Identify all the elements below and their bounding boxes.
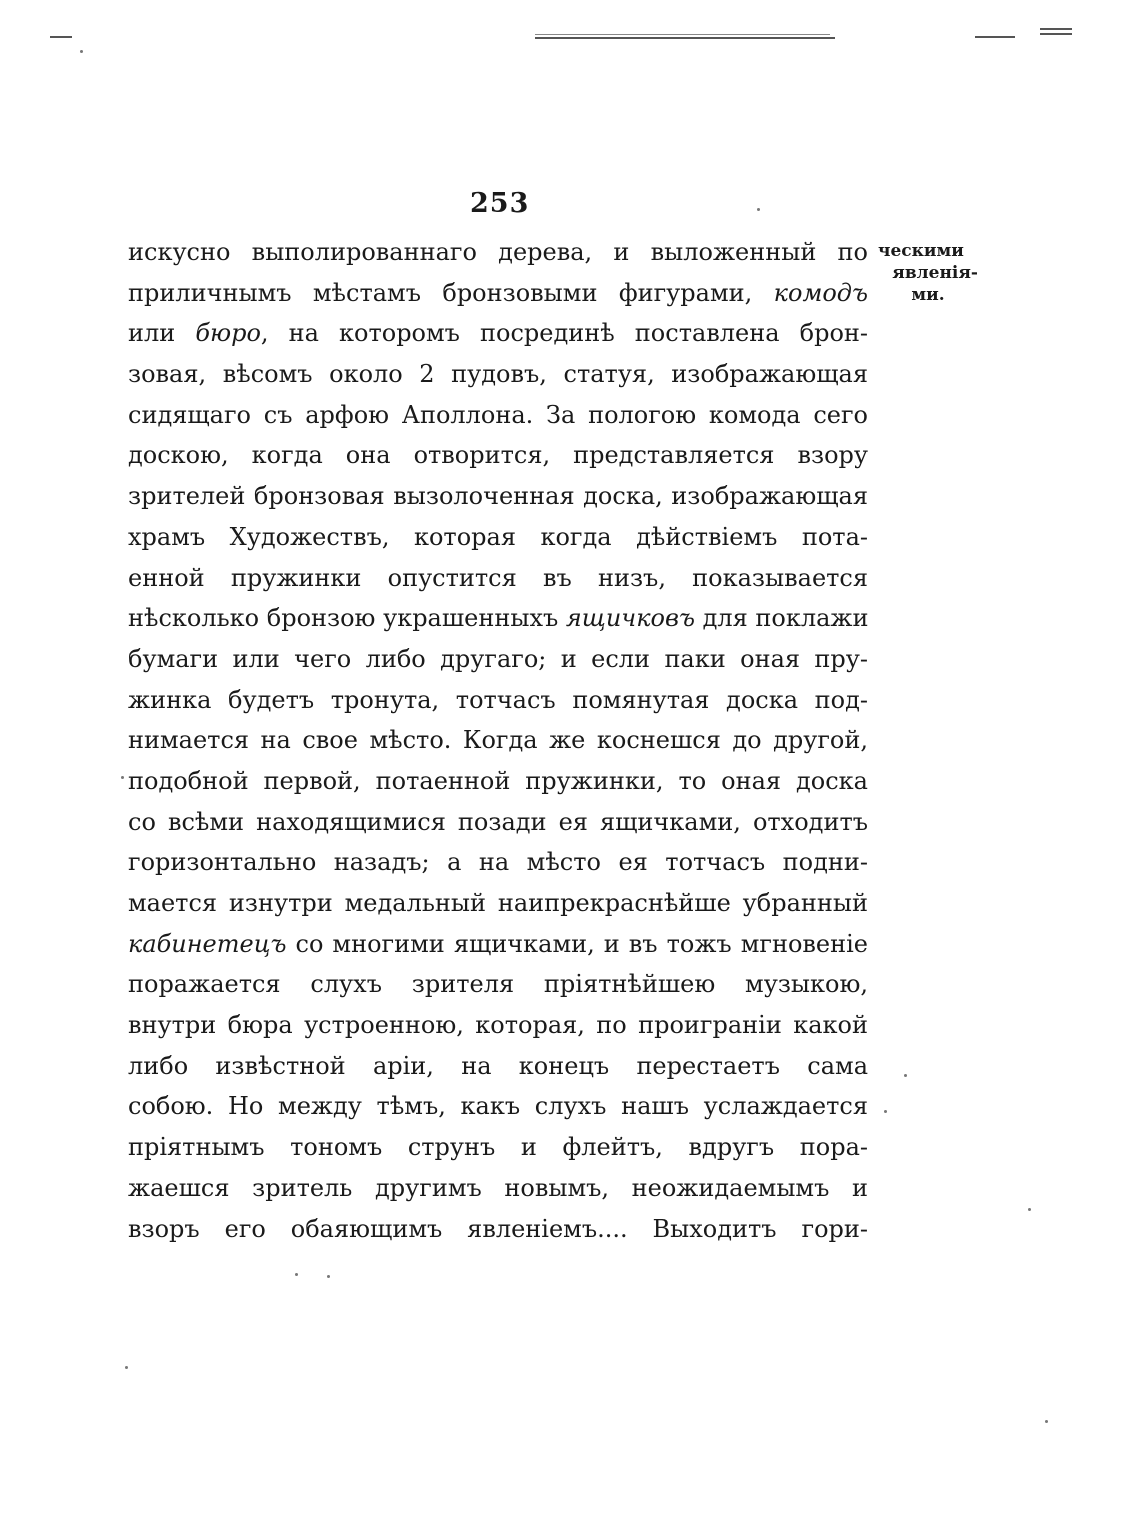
scan-speck bbox=[327, 1275, 330, 1278]
text-line: доскою, когда она отворится, представляется взору bbox=[128, 441, 868, 470]
text-line: бумаги или чего либо другаго; и если паки оная пру- bbox=[128, 644, 868, 673]
page-number: 253 bbox=[470, 188, 530, 219]
margin-note bbox=[878, 240, 978, 306]
scan-artifact-rule bbox=[1040, 28, 1072, 30]
scan-speck bbox=[884, 1110, 887, 1113]
margin-note-line: ми. bbox=[911, 285, 945, 305]
text-line: или бюро, на которомъ посрединѣ поставлена брон- bbox=[128, 319, 868, 348]
scan-artifact-rule bbox=[535, 37, 835, 39]
scan-artifact-rule bbox=[975, 36, 1015, 38]
text-line: собою. Но между тѣмъ, какъ слухъ нашъ услаждается bbox=[128, 1092, 868, 1121]
text-line: со всѣми находящимися позади ея ящичками, отходитъ bbox=[128, 807, 868, 836]
italic-word: бюро bbox=[195, 319, 261, 348]
scan-speck bbox=[1045, 1420, 1048, 1423]
text-line: нимается на свое мѣсто. Когда же коснешся до другой, bbox=[128, 726, 868, 755]
scan-artifact-rule bbox=[50, 36, 72, 38]
italic-word: ящичковъ bbox=[565, 604, 695, 633]
text-line: взоръ его обаяющимъ явленіемъ.... Выходитъ гори- bbox=[128, 1214, 868, 1243]
scan-speck bbox=[295, 1273, 298, 1276]
scan-speck bbox=[904, 1074, 907, 1077]
text-line: мается изнутри медальный наипрекраснѣйше убранный bbox=[128, 889, 868, 917]
scan-speck bbox=[80, 50, 83, 53]
margin-note-line: ческими bbox=[878, 241, 964, 261]
text-line: внутри бюра устроенною, которая, по проиграніи какой bbox=[128, 1011, 868, 1040]
margin-note-line: явленія- bbox=[892, 263, 978, 283]
text-line: пріятнымъ тономъ струнъ и флейтъ, вдругъ пора- bbox=[128, 1133, 868, 1162]
text-line: енной пружинки опустится въ низъ, показывается bbox=[128, 563, 868, 592]
italic-word: кабинетецъ bbox=[128, 929, 287, 958]
scan-artifact-rule bbox=[1040, 33, 1072, 35]
text-line: зрителей бронзовая вызолоченная доска, изображающая bbox=[128, 482, 868, 511]
text-line: приличнымъ мѣстамъ бронзовыми фигурами, комодъ bbox=[128, 278, 868, 307]
scan-speck bbox=[757, 208, 760, 211]
text-line: подобной первой, потаенной пружинки, то оная доска bbox=[128, 766, 868, 795]
scan-speck bbox=[125, 1366, 128, 1369]
text-line: храмъ Художествъ, которая когда дѣйствіемъ пота- bbox=[128, 522, 868, 551]
text-line: либо извѣстной аріи, на конецъ перестаетъ сама bbox=[128, 1051, 868, 1080]
scan-speck bbox=[1028, 1208, 1031, 1211]
text-line: поражается слухъ зрителя пріятнѣйшею музыкою, bbox=[128, 970, 868, 999]
scan-speck bbox=[121, 776, 124, 779]
text-line: кабинетецъ со многими ящичками, и въ тожъ мгновеніе bbox=[128, 929, 868, 958]
italic-word: комодъ bbox=[773, 278, 868, 307]
text-line: жинка будетъ тронута, тотчасъ помянутая доска под- bbox=[128, 685, 868, 714]
scan-artifact-rule bbox=[535, 34, 830, 35]
text-line: жаешся зритель другимъ новымъ, неожидаемымъ и bbox=[128, 1173, 868, 1202]
text-line: нѣсколько бронзою украшенныхъ ящичковъ для поклажи bbox=[128, 604, 869, 633]
text-line: искусно выполированнаго дерева, и выложенный по bbox=[128, 238, 868, 266]
text-line: сидящаго съ арфою Аполлона. За пологою комода сего bbox=[128, 400, 868, 429]
body-text bbox=[128, 232, 868, 1249]
text-line: зовая, вѣсомъ около 2 пудовъ, статуя, изображающая bbox=[128, 360, 868, 389]
text-line: горизонтально назадъ; а на мѣсто ея тотчасъ подни- bbox=[128, 848, 868, 877]
